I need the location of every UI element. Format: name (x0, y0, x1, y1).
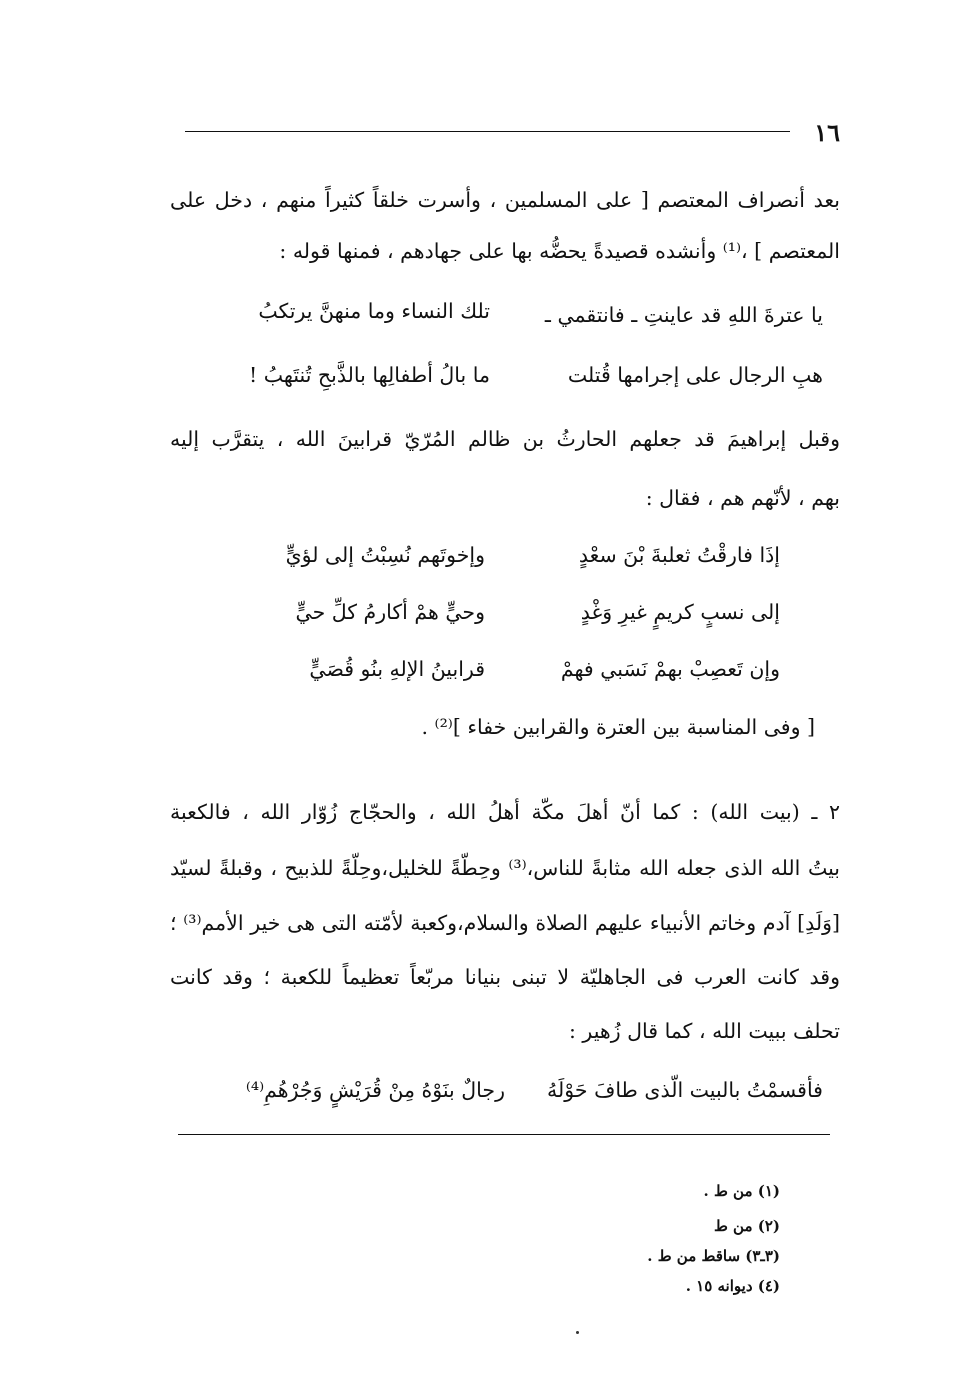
footnote-4: (٤) ديوانه ١٥ . (685, 1277, 780, 1295)
paragraph-3-line-2: بيتُ الله الذى جعله الله مثابةً للناس،⁽³⁾ وحِطّةً للخليل،وحِلّةً للذبيح ، وقبلةً لسيّد (170, 856, 840, 880)
poem-2-verse-1-first-hemistich: إذَا فارقْتُ ثعلبةَ بْنَ سعْدٍ (578, 543, 780, 567)
paragraph-3-line-5: تحلف ببيت الله ، كما قال زُهير : (568, 1019, 840, 1043)
footnote-1: (١) من ط . (703, 1182, 780, 1200)
poem-1-verse-2-first-hemistich: هبِ الرجال على إجرامها قُتلت (567, 363, 823, 387)
paragraph-2-line-2: بهم ، لأنّهم هم ، فقال : (645, 486, 840, 510)
footnote-2: (٢) من ط (713, 1217, 780, 1235)
paragraph-1-line-1: بعد أنصراف المعتصم [ على المسلمين ، وأسرت خلقاً كثيراً منهم ، دخل على (170, 188, 840, 212)
poem-3-verse-1-first-hemistich: فأقسمْتُ بالبيت الّذى طافَ حَوْلَهُ (547, 1078, 823, 1102)
header-rule (185, 131, 790, 132)
poem-2-verse-2-second-hemistich: وحيٍّ همْ أكارمُ كلِّ حيٍّ (295, 600, 485, 624)
stray-dot (576, 1331, 579, 1334)
paragraph-3-line-1: ٢ ـ (بيت الله) : كما أنّ أهلَ مكّة أهلُ الله ، والحجّاج زُوّار الله ، فالكعبة (170, 800, 840, 824)
paragraph-3-line-3: [وَلَدِ] آدم وخاتم الأنبياء عليهم الصلاة والسلام،وكعبة لأمّته التى هى خير الأمم⁽³⁾ ؛ (170, 911, 840, 935)
footnote-rule (178, 1134, 830, 1135)
poem-3-verse-1-second-hemistich: رجالٌ بنَوْهُ مِنْ قُرَيْشٍ وَجُرْهُمِ⁽⁴⁾ (245, 1078, 505, 1102)
poem-1-verse-2-second-hemistich: ما بالُ أطفالِها بالذَّبحِ تُنتَهبُ ! (248, 363, 490, 387)
poem-2-verse-3-second-hemistich: قرابينُ الإلهِ بنُو قُصَيٍّ (309, 657, 485, 681)
paragraph-1-line-2: المعتصم ] ،⁽¹⁾ وأنشده قصيدةً يحضُّه بها على جهادهم ، فمنها قوله : (279, 239, 840, 263)
poem-1-verse-1-first-hemistich: يا عترةَ اللهِ قد عاينتِ ـ فانتقمي ـ (544, 303, 823, 327)
poem-2-verse-1-second-hemistich: وإخوتَهم نُسِبْتُ إلى لؤيٍّ (285, 543, 485, 567)
page-number: ١٦ (814, 118, 840, 147)
poem-2-verse-3-first-hemistich: وإن تَعصِبْ بهمْ نَسَبي فهمْ (560, 657, 780, 681)
bracketed-note: [ وفى المناسبة بين العترة والقرابين خفاء ]⁽²⁾ . (421, 715, 815, 739)
poem-2-verse-2-first-hemistich: إلى نسبٍ كريمٍ غيرِ وَغْدٍ (580, 600, 780, 624)
footnote-3: (٣ـ٣) ساقط من ط . (647, 1247, 780, 1265)
poem-1-verse-1-second-hemistich: تلك النساء وما منهنَّ يرتكبُ (258, 299, 490, 323)
paragraph-3-line-4: وقد كانت العرب فى الجاهليّة لا تبنى بنيانا مربّعاً تعظيماً للكعبة ؛ وقد كانت (170, 965, 840, 989)
paragraph-2-line-1: وقبل إبراهيمَ قد جعلهم الحارثُ بن ظالم المُرّيّ قرابينَ الله ، يتقرَّب إليه (170, 427, 840, 451)
